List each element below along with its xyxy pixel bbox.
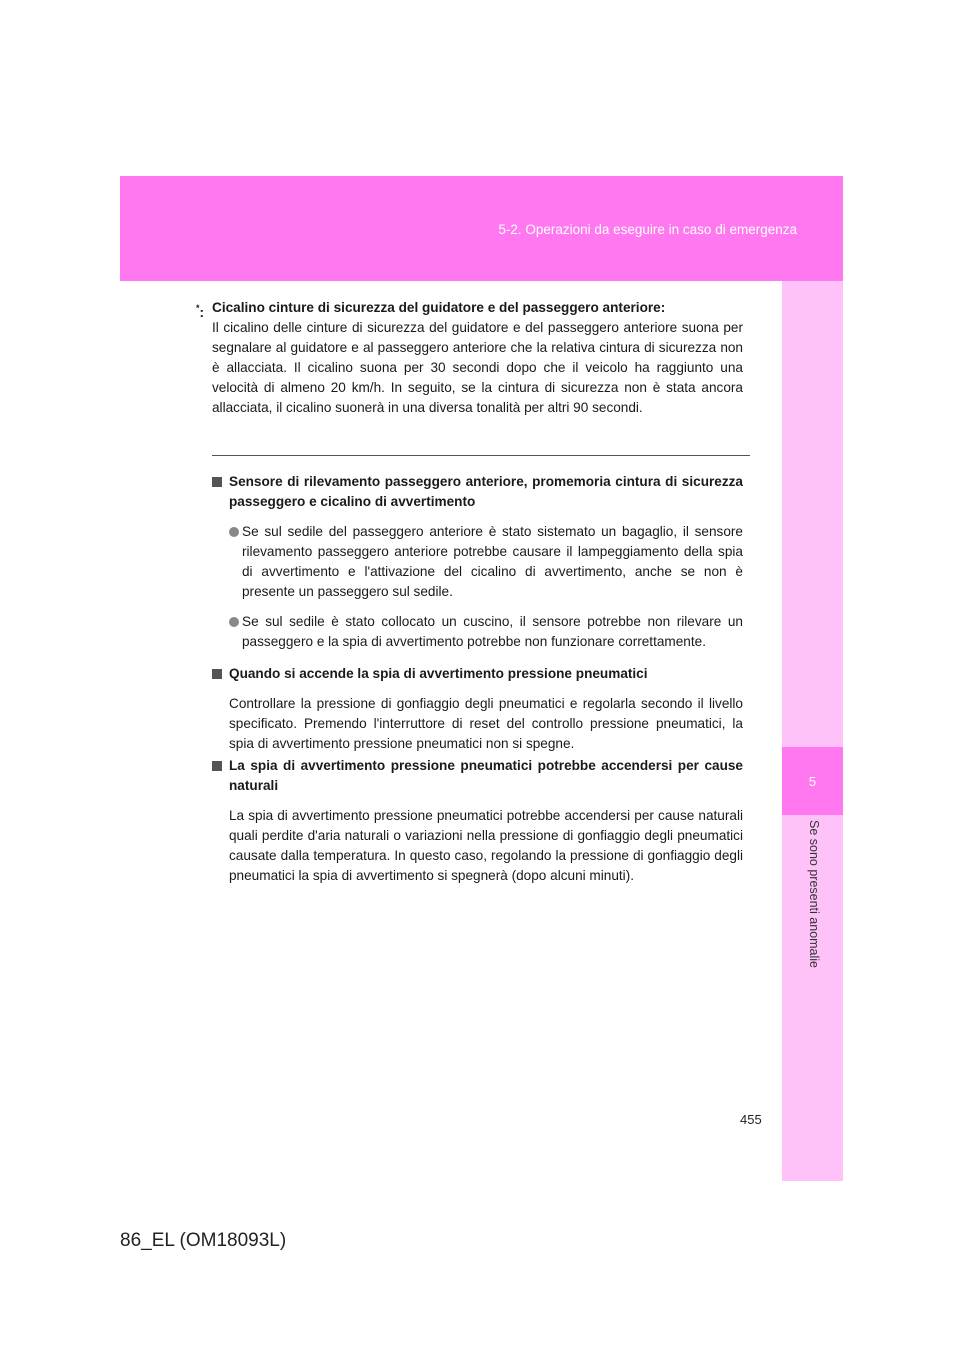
- square-bullet-icon: [212, 477, 222, 487]
- section-heading-text: La spia di avvertimento pressione pneumatici potrebbe accendersi per cause naturali: [229, 758, 743, 793]
- list-item-text: Se sul sedile del passeggero anteriore è stato sistemato un bagaglio, il sensore rilevamento passeggero anteriore potrebbe causare il lampeggiamento della spia di avvertimento e l'attivazione del cicalino di avvertimento, anche se non è presente un passeggero sul sedile.: [242, 524, 743, 599]
- section-heading-text: Quando si accende la spia di avvertimento pressione pneumatici: [229, 666, 648, 681]
- side-strip: [782, 281, 843, 1181]
- footnote-title: Cicalino cinture di sicurezza del guidatore e del passeggero anteriore:: [212, 300, 666, 315]
- square-bullet-icon: [212, 761, 222, 771]
- chapter-label: Se sono presenti anomalie: [806, 820, 821, 969]
- section-title: 5-2. Operazioni da eseguire in caso di emergenza: [498, 222, 797, 237]
- list-item: [212, 612, 743, 652]
- footnote-asterisk: *: [196, 303, 200, 313]
- square-bullet-icon: [212, 669, 222, 679]
- header-band: [120, 176, 843, 281]
- round-bullet-icon: [229, 617, 239, 627]
- chapter-label-container: [782, 820, 843, 1000]
- section-body: La spia di avvertimento pressione pneumatici potrebbe accendersi per cause naturali quali perdite d'aria naturali o variazioni nella pressione di gonfiaggio degli pneumatici causate dalla temperatura. In questo caso, regolando la pressione di gonfiaggio degli pneumatici la spia di avvertimento si spegnerà (dopo alcuni minuti).: [229, 808, 743, 883]
- section-heading-text: Sensore di rilevamento passeggero anteriore, promemoria cintura di sicurezza passeggero e cicalino di avvertimento: [229, 474, 743, 509]
- footnote-heading: [196, 298, 743, 318]
- section-tire-warning-natural: [212, 756, 743, 886]
- footnote-colon: :: [199, 305, 205, 320]
- footnote-block: [196, 298, 743, 418]
- footnote-body: Il cicalino delle cinture di sicurezza del guidatore e del passeggero anteriore suona per segnalare al guidatore e al passeggero anteriore che la relativa cintura di sicurezza non è allacciata. Il cicalino suona per 30 secondi dopo che il veicolo ha raggiunto una velocità di almeno 20 km/h. In seguito, se la cintura di sicurezza non è stata ancora allacciata, il cicalino suonerà in una diversa tonalità per altri 90 secondi.: [212, 320, 743, 415]
- chapter-number: 5: [808, 774, 817, 789]
- round-bullet-icon: [229, 527, 239, 537]
- section-heading: [212, 472, 743, 512]
- section-heading: [212, 664, 743, 684]
- list-item-text: Se sul sedile è stato collocato un cuscino, il sensore potrebbe non rilevare un passeggero e la spia di avvertimento potrebbe non funzionare correttamente.: [242, 614, 743, 649]
- section-passenger-sensor: [212, 472, 743, 652]
- document-code: 86_EL (OM18093L): [120, 1230, 287, 1251]
- section-tire-warning-on: [212, 664, 743, 754]
- section-body: Controllare la pressione di gonfiaggio degli pneumatici e regolarla secondo il livello specificato. Premendo l'interruttore di reset del controllo pressione pneumatici, la spia di avvertimento pressione pneumatici non si spegne.: [229, 696, 743, 751]
- list-item: [212, 522, 743, 602]
- section-divider: [212, 455, 750, 456]
- page-number: 455: [740, 1112, 762, 1127]
- footnote-marker: [196, 298, 204, 323]
- section-heading: [212, 756, 743, 796]
- chapter-tab[interactable]: [782, 747, 843, 815]
